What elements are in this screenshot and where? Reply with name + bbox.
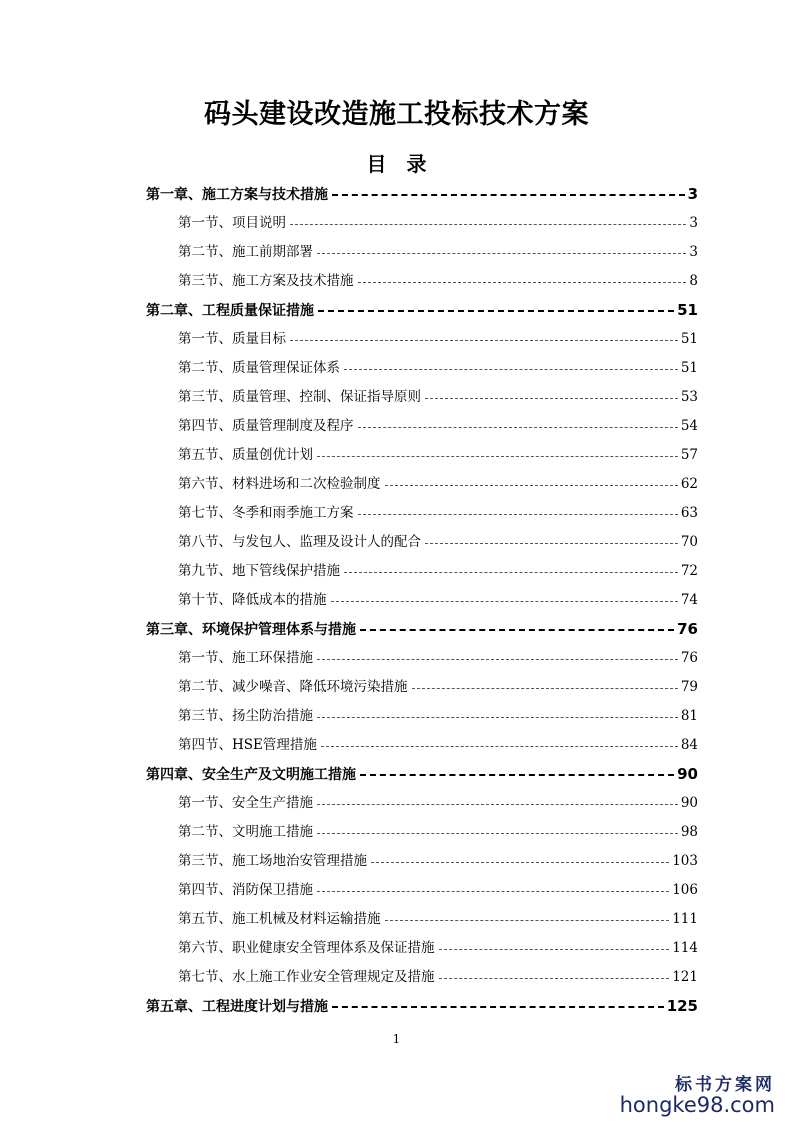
toc-section-entry[interactable] bbox=[146, 470, 698, 499]
toc-entry-label: 第八节、与发包人、监理及设计人的配合 bbox=[178, 534, 421, 550]
toc-entry-label: 第二节、文明施工措施 bbox=[178, 824, 313, 840]
toc-entry-page: 70 bbox=[680, 534, 698, 550]
toc-entry-label: 第二节、施工前期部署 bbox=[178, 244, 313, 260]
toc-dot-leader bbox=[425, 398, 678, 400]
toc-section-entry[interactable] bbox=[146, 499, 698, 528]
toc-entry-page: 51 bbox=[677, 301, 698, 319]
toc-dot-leader bbox=[439, 949, 670, 951]
toc-entry-label: 第三节、扬尘防治措施 bbox=[178, 708, 313, 724]
toc-entry-label: 第七节、冬季和雨季施工方案 bbox=[178, 505, 354, 521]
toc-chapter-entry[interactable] bbox=[146, 296, 698, 325]
toc-dot-leader bbox=[290, 340, 678, 342]
toc-section-entry[interactable] bbox=[146, 354, 698, 383]
toc-section-entry[interactable] bbox=[146, 905, 698, 934]
toc-entry-page: 62 bbox=[680, 476, 698, 492]
toc-entry-page: 76 bbox=[677, 620, 698, 638]
toc-entry-label: 第一节、施工环保措施 bbox=[178, 650, 313, 666]
toc-section-entry[interactable] bbox=[146, 644, 698, 673]
toc-entry-label: 第五节、质量创优计划 bbox=[178, 447, 313, 463]
toc-entry-label: 第五节、施工机械及材料运输措施 bbox=[178, 911, 381, 927]
toc-dot-leader bbox=[358, 427, 678, 429]
toc-entry-page: 98 bbox=[680, 824, 698, 840]
toc-entry-label: 第一节、项目说明 bbox=[178, 215, 286, 231]
toc-entry-page: 90 bbox=[680, 795, 698, 811]
toc-entry-page: 90 bbox=[677, 765, 698, 783]
toc-section-entry[interactable] bbox=[146, 731, 698, 760]
toc-entry-page: 114 bbox=[672, 940, 698, 956]
toc-dot-leader bbox=[332, 194, 685, 197]
toc-entry-page: 54 bbox=[680, 418, 698, 434]
toc-dot-leader bbox=[317, 804, 678, 806]
toc-section-entry[interactable] bbox=[146, 412, 698, 441]
toc-entry-label: 第十节、降低成本的措施 bbox=[178, 592, 327, 608]
table-of-contents bbox=[146, 180, 698, 1021]
toc-entry-page: 81 bbox=[680, 708, 698, 724]
toc-dot-leader bbox=[317, 659, 678, 661]
toc-dot-leader bbox=[385, 485, 678, 487]
toc-entry-label: 第三节、施工场地治安管理措施 bbox=[178, 853, 367, 869]
toc-section-entry[interactable] bbox=[146, 586, 698, 615]
toc-entry-page: 3 bbox=[687, 185, 698, 203]
toc-dot-leader bbox=[425, 543, 678, 545]
toc-section-entry[interactable] bbox=[146, 209, 698, 238]
toc-entry-label: 第四章、安全生产及文明施工措施 bbox=[146, 767, 356, 783]
toc-entry-page: 76 bbox=[680, 650, 698, 666]
toc-dot-leader bbox=[317, 717, 678, 719]
toc-section-entry[interactable] bbox=[146, 963, 698, 992]
toc-entry-label: 第一节、质量目标 bbox=[178, 331, 286, 347]
toc-entry-label: 第二节、减少噪音、降低环境污染措施 bbox=[178, 679, 408, 695]
watermark bbox=[620, 1070, 775, 1117]
toc-dot-leader bbox=[331, 601, 678, 603]
toc-entry-label: 第二节、质量管理保证体系 bbox=[178, 360, 340, 376]
toc-dot-leader bbox=[358, 282, 687, 284]
toc-entry-page: 111 bbox=[672, 911, 698, 927]
toc-dot-leader bbox=[412, 688, 678, 690]
toc-entry-label: 第五章、工程进度计划与措施 bbox=[146, 999, 328, 1015]
document-title: 码头建设改造施工投标技术方案 bbox=[204, 99, 589, 130]
toc-dot-leader bbox=[317, 456, 678, 458]
toc-dot-leader bbox=[317, 833, 678, 835]
watermark-text: 标书方案网 bbox=[675, 1075, 775, 1095]
toc-entry-page: 79 bbox=[680, 679, 698, 695]
toc-section-entry[interactable] bbox=[146, 702, 698, 731]
toc-entry-label: 第九节、地下管线保护措施 bbox=[178, 563, 340, 579]
toc-entry-label: 第三节、施工方案及技术措施 bbox=[178, 273, 354, 289]
toc-chapter-entry[interactable] bbox=[146, 992, 698, 1021]
toc-entry-page: 84 bbox=[680, 737, 698, 753]
toc-heading: 目 录 bbox=[366, 152, 427, 176]
toc-section-entry[interactable] bbox=[146, 934, 698, 963]
toc-dot-leader bbox=[439, 978, 670, 980]
toc-entry-label: 第二章、工程质量保证措施 bbox=[146, 303, 314, 319]
toc-entry-page: 106 bbox=[672, 882, 698, 898]
toc-section-entry[interactable] bbox=[146, 673, 698, 702]
toc-chapter-entry[interactable] bbox=[146, 615, 698, 644]
toc-section-entry[interactable] bbox=[146, 528, 698, 557]
watermark-url: hongke98.com bbox=[619, 1093, 775, 1117]
toc-entry-label: 第三章、环境保护管理体系与措施 bbox=[146, 622, 356, 638]
page-number: 1 bbox=[392, 1032, 401, 1046]
toc-entry-label: 第六节、材料进场和二次检验制度 bbox=[178, 476, 381, 492]
toc-dot-leader bbox=[321, 746, 678, 748]
toc-entry-page: 57 bbox=[680, 447, 698, 463]
toc-entry-label: 第四节、HSE管理措施 bbox=[178, 737, 317, 753]
toc-entry-page: 121 bbox=[672, 969, 698, 985]
toc-entry-page: 3 bbox=[689, 215, 698, 231]
toc-entry-page: 125 bbox=[666, 997, 698, 1015]
toc-entry-page: 53 bbox=[680, 389, 698, 405]
toc-section-entry[interactable] bbox=[146, 383, 698, 412]
toc-section-entry[interactable] bbox=[146, 847, 698, 876]
toc-entry-page: 51 bbox=[680, 360, 698, 376]
toc-dot-leader bbox=[290, 224, 686, 226]
toc-chapter-entry[interactable] bbox=[146, 180, 698, 209]
toc-dot-leader bbox=[358, 514, 678, 516]
toc-entry-label: 第六节、职业健康安全管理体系及保证措施 bbox=[178, 940, 435, 956]
toc-section-entry[interactable] bbox=[146, 441, 698, 470]
toc-dot-leader bbox=[360, 774, 674, 777]
toc-section-entry[interactable] bbox=[146, 557, 698, 586]
toc-entry-page: 103 bbox=[672, 853, 698, 869]
toc-entry-page: 51 bbox=[680, 331, 698, 347]
toc-entry-label: 第三节、质量管理、控制、保证指导原则 bbox=[178, 389, 421, 405]
toc-entry-page: 72 bbox=[680, 563, 698, 579]
toc-entry-label: 第一章、施工方案与技术措施 bbox=[146, 187, 328, 203]
toc-dot-leader bbox=[360, 629, 674, 632]
toc-dot-leader bbox=[332, 1006, 664, 1009]
toc-chapter-entry[interactable] bbox=[146, 760, 698, 789]
toc-entry-page: 63 bbox=[680, 505, 698, 521]
toc-section-entry[interactable] bbox=[146, 238, 698, 267]
toc-section-entry[interactable] bbox=[146, 325, 698, 354]
toc-section-entry[interactable] bbox=[146, 818, 698, 847]
toc-entry-label: 第四节、质量管理制度及程序 bbox=[178, 418, 354, 434]
toc-entry-page: 3 bbox=[689, 244, 698, 260]
toc-dot-leader bbox=[344, 369, 678, 371]
toc-entry-page: 74 bbox=[680, 592, 698, 608]
toc-entry-label: 第七节、水上施工作业安全管理规定及措施 bbox=[178, 969, 435, 985]
toc-dot-leader bbox=[317, 253, 686, 255]
toc-section-entry[interactable] bbox=[146, 267, 698, 296]
toc-entry-label: 第一节、安全生产措施 bbox=[178, 795, 313, 811]
toc-section-entry[interactable] bbox=[146, 876, 698, 905]
toc-dot-leader bbox=[344, 572, 678, 574]
toc-dot-leader bbox=[318, 310, 674, 313]
toc-entry-page: 8 bbox=[689, 273, 698, 289]
toc-entry-label: 第四节、消防保卫措施 bbox=[178, 882, 313, 898]
toc-dot-leader bbox=[371, 862, 669, 864]
toc-dot-leader bbox=[385, 920, 670, 922]
toc-dot-leader bbox=[317, 891, 669, 893]
toc-section-entry[interactable] bbox=[146, 789, 698, 818]
